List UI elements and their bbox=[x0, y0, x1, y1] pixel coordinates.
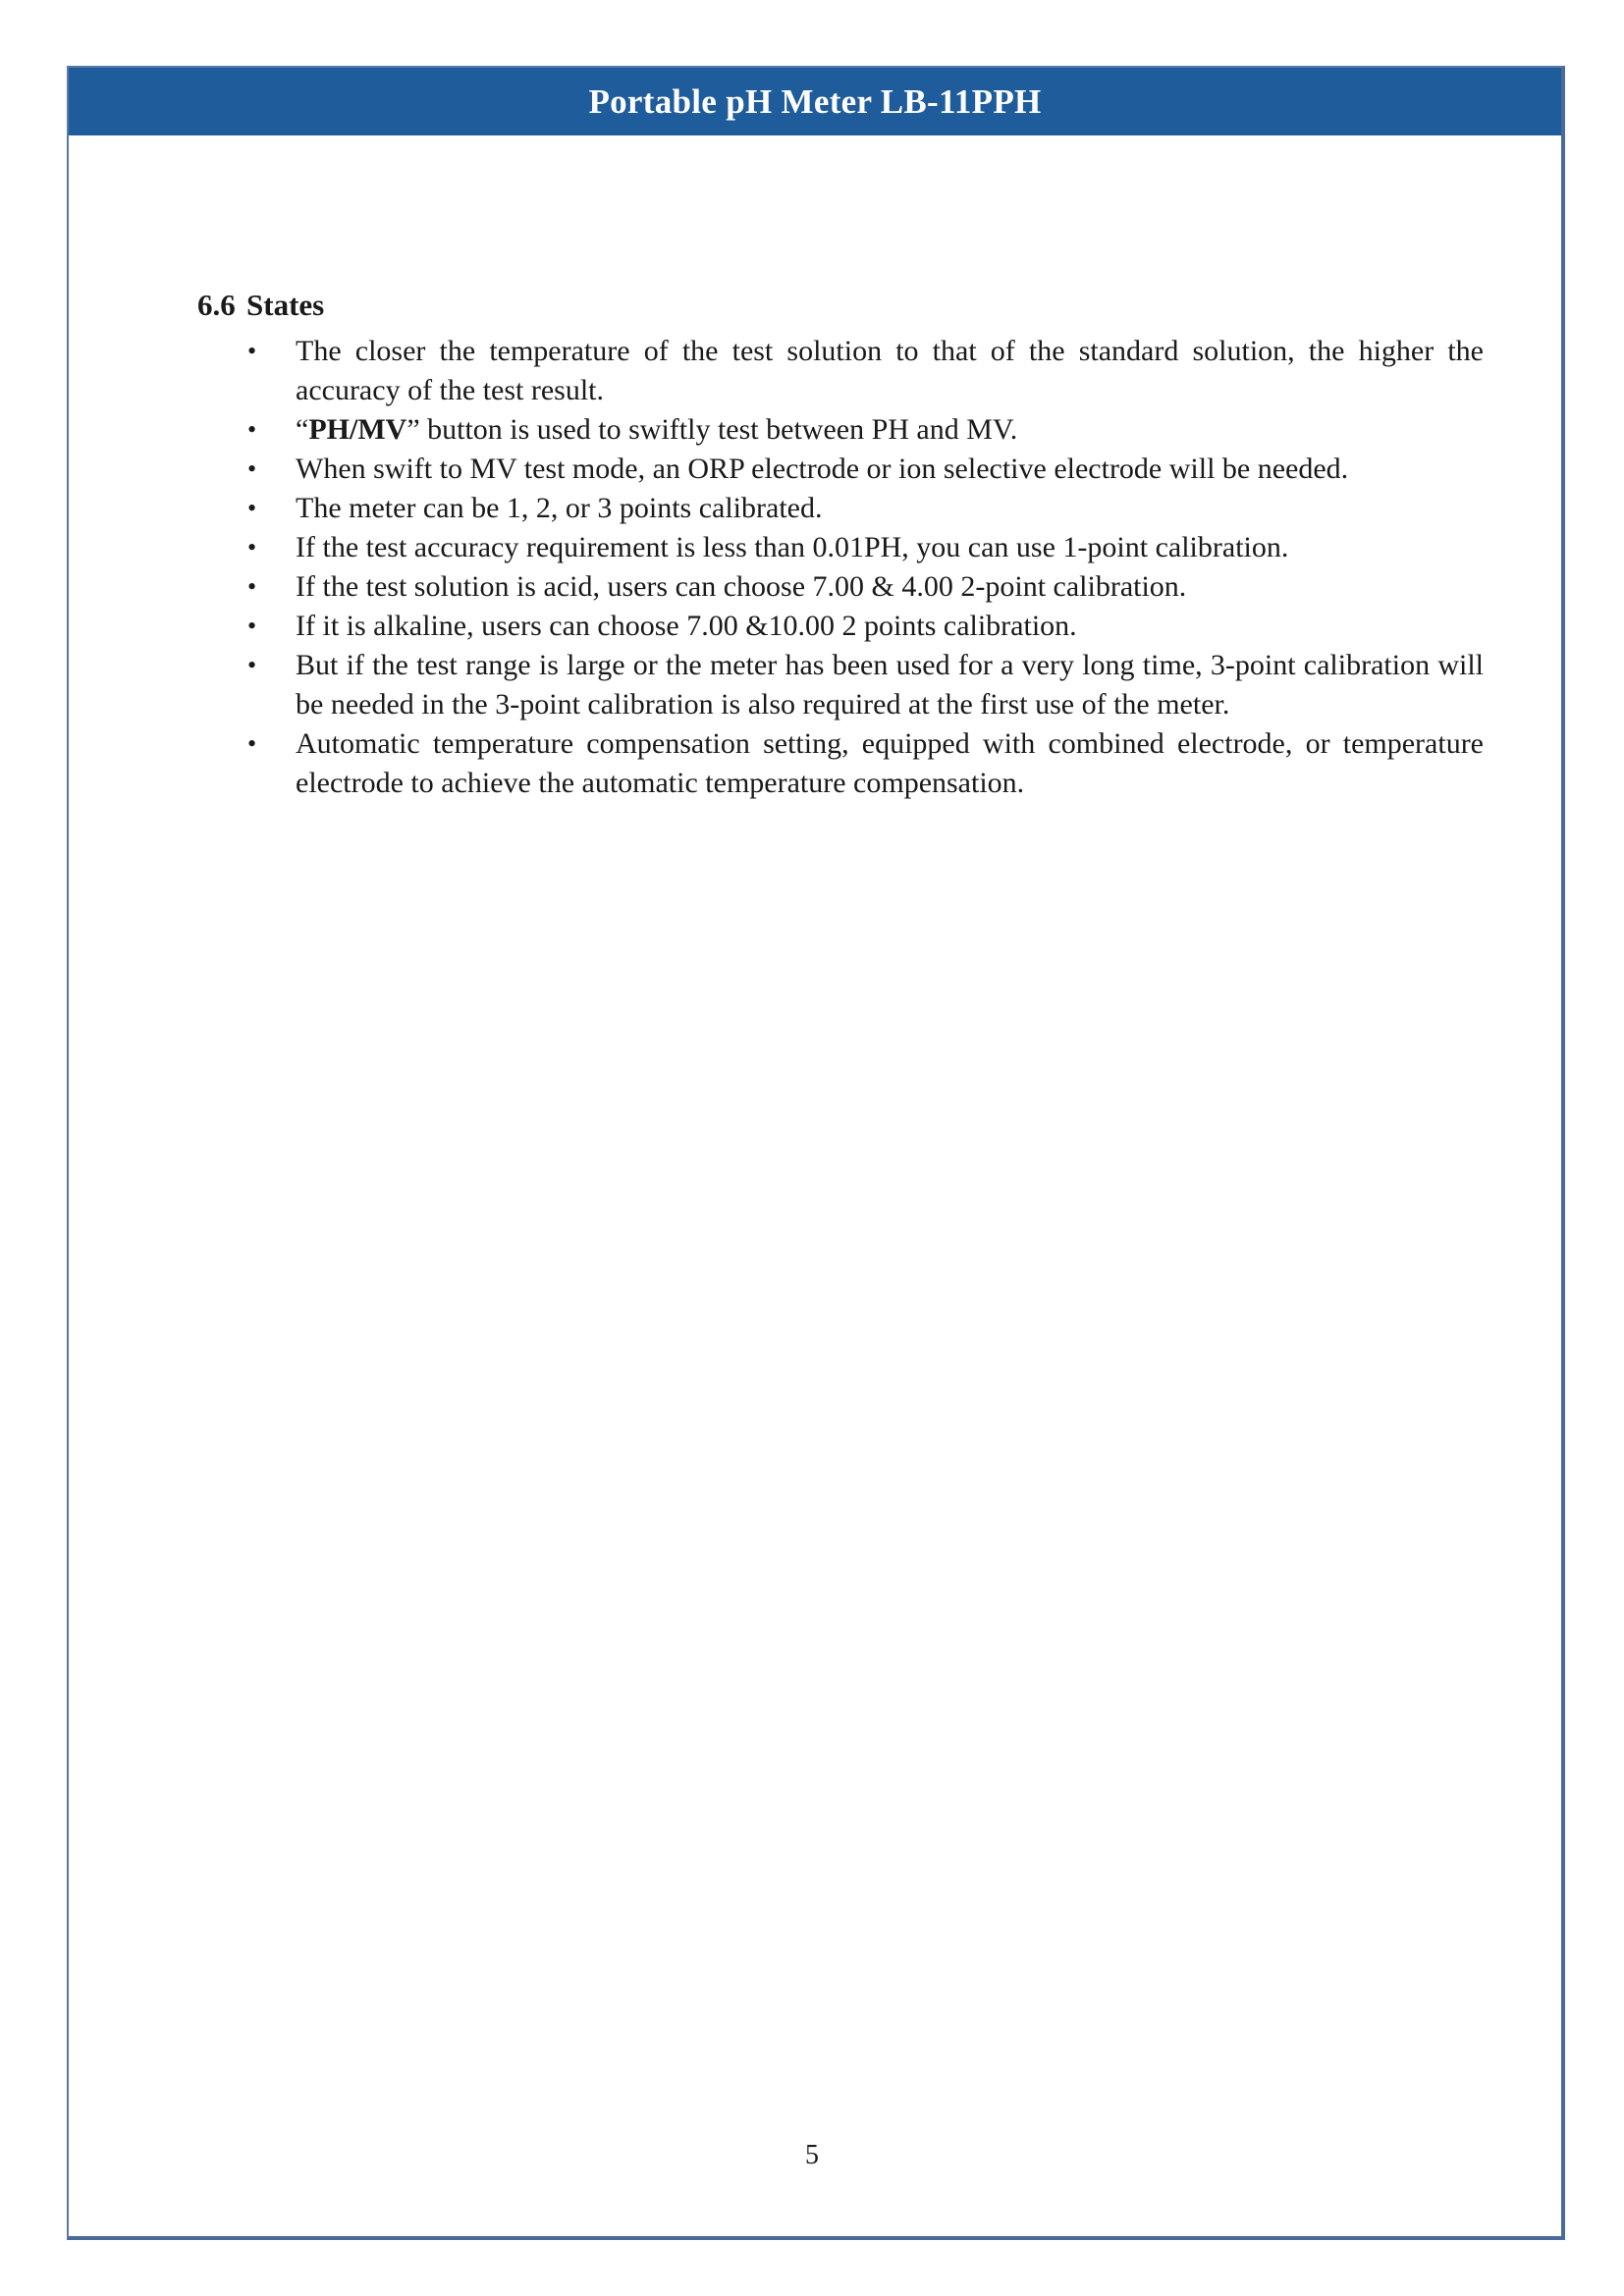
list-item-quote-open: “ bbox=[296, 413, 309, 446]
list-item bbox=[197, 489, 1484, 528]
list-item-text: If the test solution is acid, users can choose 7.00 & 4.00 2-point calibration. bbox=[296, 570, 1187, 603]
section-title: States bbox=[246, 288, 325, 322]
ph-mv-button-name: PH/MV bbox=[308, 413, 407, 446]
section-heading bbox=[197, 285, 1484, 326]
section-number: 6.6 bbox=[197, 288, 236, 322]
list-item bbox=[197, 450, 1484, 489]
states-list bbox=[197, 332, 1484, 803]
bullet-icon: • bbox=[247, 572, 257, 601]
list-item-text: The meter can be 1, 2, or 3 points calibrated. bbox=[296, 492, 823, 524]
document-title: Portable pH Meter LB-11PPH bbox=[588, 81, 1042, 121]
list-item-text: If it is alkaline, users can choose 7.00 &10.00 2 points calibration. bbox=[296, 610, 1077, 642]
list-item-text: But if the test range is large or the meter has been used for a very long time, 3-point calibration will be needed in the 3-point calibration is also required at the first use of the meter. bbox=[296, 649, 1484, 721]
list-item bbox=[197, 567, 1484, 607]
list-item bbox=[197, 332, 1484, 410]
bullet-icon: • bbox=[247, 651, 257, 679]
list-item bbox=[197, 607, 1484, 646]
list-item bbox=[197, 646, 1484, 724]
list-item-text: The closer the temperature of the test solution to that of the standard solution, the higher the accuracy of the test result. bbox=[296, 335, 1484, 406]
list-item bbox=[197, 724, 1484, 803]
bullet-icon: • bbox=[247, 415, 257, 444]
bullet-icon: • bbox=[247, 729, 257, 758]
list-item-text: ” button is used to swiftly test between PH and MV. bbox=[406, 413, 1018, 446]
page-number: 5 bbox=[805, 2140, 819, 2170]
header-bar bbox=[69, 68, 1561, 135]
bullet-icon: • bbox=[247, 612, 257, 640]
section-states bbox=[197, 285, 1484, 803]
list-item bbox=[197, 528, 1484, 567]
bullet-icon: • bbox=[247, 533, 257, 561]
bullet-icon: • bbox=[247, 494, 257, 522]
list-item-text: If the test accuracy requirement is less than 0.01PH, you can use 1-point calibration. bbox=[296, 531, 1289, 563]
list-item bbox=[197, 410, 1484, 450]
bullet-icon: • bbox=[247, 337, 257, 365]
list-item-text: When swift to MV test mode, an ORP electrode or ion selective electrode will be needed. bbox=[296, 453, 1349, 485]
list-item-text: Automatic temperature compensation setting, equipped with combined electrode, or temperature electrode to achieve the automatic temperature compensation. bbox=[296, 727, 1484, 799]
bullet-icon: • bbox=[247, 454, 257, 483]
